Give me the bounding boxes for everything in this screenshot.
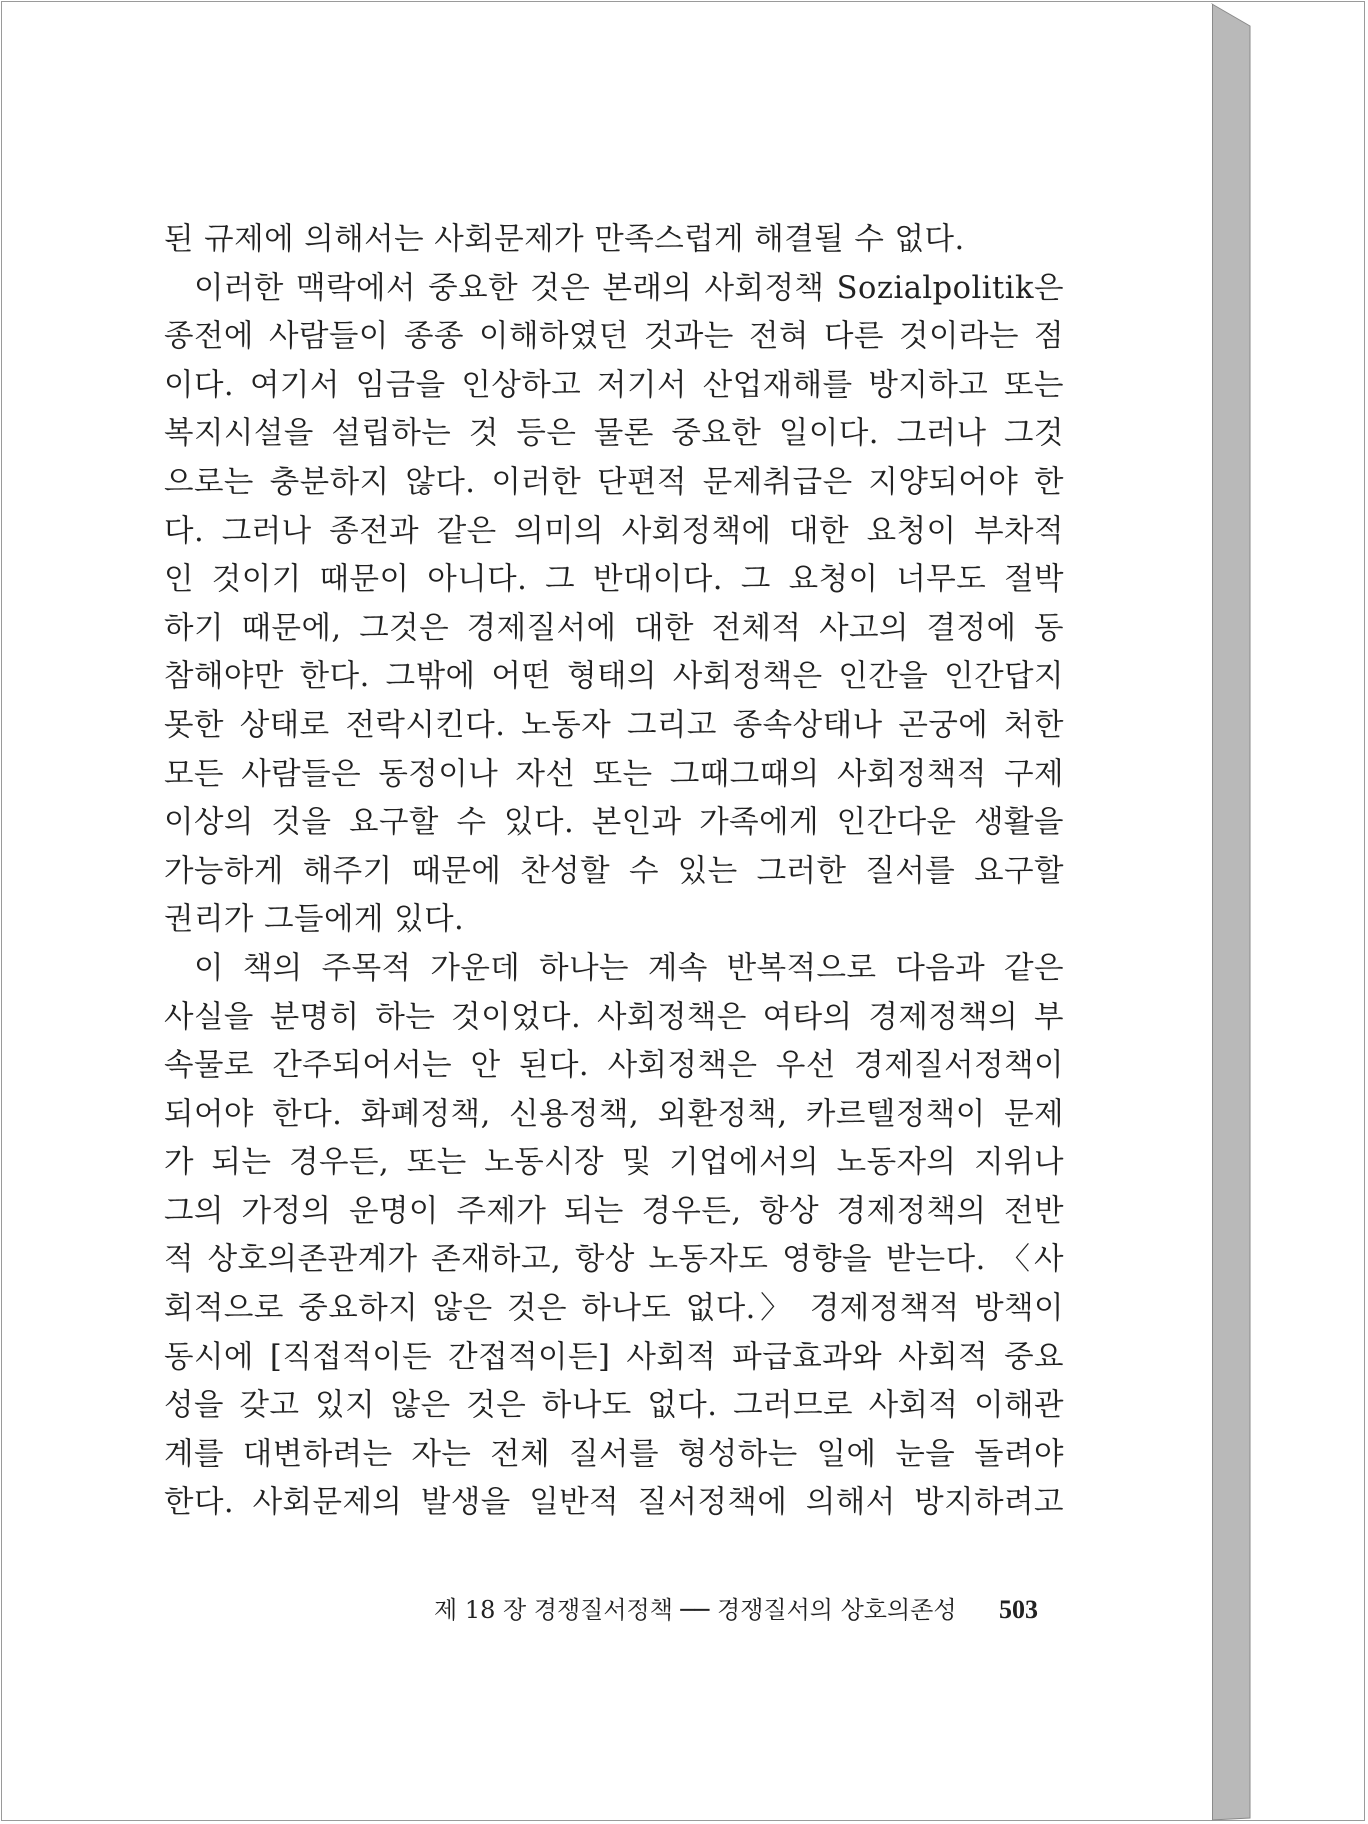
text-line: 성을 갖고 있지 않은 것은 하나도 없다. 그러므로 사회적 이해관 (164, 1388, 1064, 1424)
text-line: 이러한 맥락에서 중요한 것은 본래의 사회정책 Sozialpolitik은 (194, 270, 1064, 306)
text-line: 이 책의 주목적 가운데 하나는 계속 반복적으로 다음과 같은 (194, 950, 1064, 986)
text-line: 권리가 그들에게 있다. (164, 902, 465, 938)
text-line: 이다. 여기서 임금을 인상하고 저기서 산업재해를 방지하고 또는 (164, 367, 1064, 403)
text-line: 사실을 분명히 하는 것이었다. 사회정책은 여타의 경제정책의 부 (164, 999, 1064, 1035)
text-line: 가 되는 경우든, 또는 노동시장 및 기업에서의 노동자의 지위나 (164, 1145, 1064, 1181)
text-line: 종전에 사람들이 종종 이해하였던 것과는 전혀 다른 것이라는 점 (164, 319, 1064, 355)
text-line: 속물로 간주되어서는 안 된다. 사회정책은 우선 경제질서정책이 (164, 1048, 1064, 1084)
text-line: 으로는 충분하지 않다. 이러한 단편적 문제취급은 지양되어야 한 (164, 464, 1064, 500)
text-line: 적 상호의존관계가 존재하고, 항상 노동자도 영향을 받는다. 〈사 (164, 1242, 1064, 1278)
text-line: 된 규제에 의해서는 사회문제가 만족스럽게 해결될 수 없다. (164, 222, 965, 257)
text-line: 가능하게 해주기 때문에 찬성할 수 있는 그러한 질서를 요구할 (164, 853, 1064, 889)
text-line: 되어야 한다. 화폐정책, 신용정책, 외환정책, 카르텔정책이 문제 (164, 1096, 1064, 1132)
text-line: 하기 때문에, 그것은 경제질서에 대한 전체적 사고의 결정에 동 (164, 610, 1064, 646)
text-line: 못한 상태로 전락시킨다. 노동자 그리고 종속상태나 곤궁에 처한 (164, 707, 1064, 743)
text-line: 계를 대변하려는 자는 전체 질서를 형성하는 일에 눈을 돌려야 (164, 1436, 1064, 1472)
text-line: 이상의 것을 요구할 수 있다. 본인과 가족에게 인간다운 생활을 (164, 805, 1064, 841)
text-line: 그의 가정의 운명이 주제가 되는 경우든, 항상 경제정책의 전반 (164, 1193, 1064, 1229)
text-line: 모든 사람들은 동정이나 자선 또는 그때그때의 사회정책적 구제 (164, 756, 1064, 792)
book-page (2, 4, 1213, 1820)
text-line: 한다. 사회문제의 발생을 일반적 질서정책에 의해서 방지하려고 (164, 1485, 1064, 1521)
text-line: 참해야만 한다. 그밖에 어떤 형태의 사회정책은 인간을 인간답지 (164, 659, 1064, 695)
page-number: 503 (999, 1595, 1038, 1624)
text-line: 동시에 [직접적이든 간접적이든] 사회적 파급효과와 사회적 중요 (164, 1339, 1064, 1375)
text-line: 복지시설을 설립하는 것 등은 물론 중요한 일이다. 그러나 그것 (164, 416, 1064, 452)
page-footer (434, 1590, 1038, 1625)
running-footer-chapter: 제 18 장 경쟁질서정책 ── 경쟁질서의 상호의존성 (434, 1596, 957, 1624)
text-line: 인 것이기 때문이 아니다. 그 반대이다. 그 요청이 너무도 절박 (164, 562, 1064, 598)
text-line: 다. 그러나 종전과 같은 의미의 사회정책에 대한 요청이 부차적 (164, 513, 1064, 549)
body-text (164, 216, 1064, 1528)
text-line: 회적으로 중요하지 않은 것은 하나도 없다.〉 경제정책적 방책이 (164, 1291, 1064, 1327)
